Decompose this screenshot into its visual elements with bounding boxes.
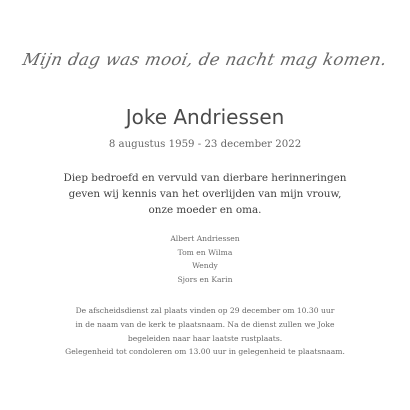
family-member: Albert Andriessen [170, 234, 240, 243]
life-dates: 8 augustus 1959 - 23 december 2022 [108, 139, 302, 150]
message-line: geven wij kennis van het overlijden van mijn vrouw, [68, 188, 342, 200]
service-line: in de naam van de kerk te plaatsnaam. Na de dienst zullen we Joke [75, 319, 335, 329]
family-member: Wendy [192, 261, 218, 270]
service-details [0, 304, 410, 359]
message-line: onze moeder en oma. [148, 204, 262, 216]
message-line: Diep bedroefd en vervuld van dierbare herinneringen [63, 172, 347, 184]
family-names [0, 232, 410, 286]
family-member: Tom en Wilma [177, 247, 233, 257]
service-line: Gelegenheid tot condoleren om 13.00 uur in gelegenheid te plaatsnaam. [65, 347, 345, 357]
deceased-name: Joke Andriessen [125, 105, 285, 129]
service-line: De afscheidsdienst zal plaats vinden op 29 december om 10.30 uur [75, 306, 335, 315]
family-member: Sjors en Karin [177, 274, 233, 284]
service-line: begeleiden naar haar laatste rustplaats. [127, 333, 283, 343]
handwritten-motto: Mijn dag was mooi, de nacht mag komen. [21, 50, 389, 69]
announcement-message [0, 170, 410, 218]
